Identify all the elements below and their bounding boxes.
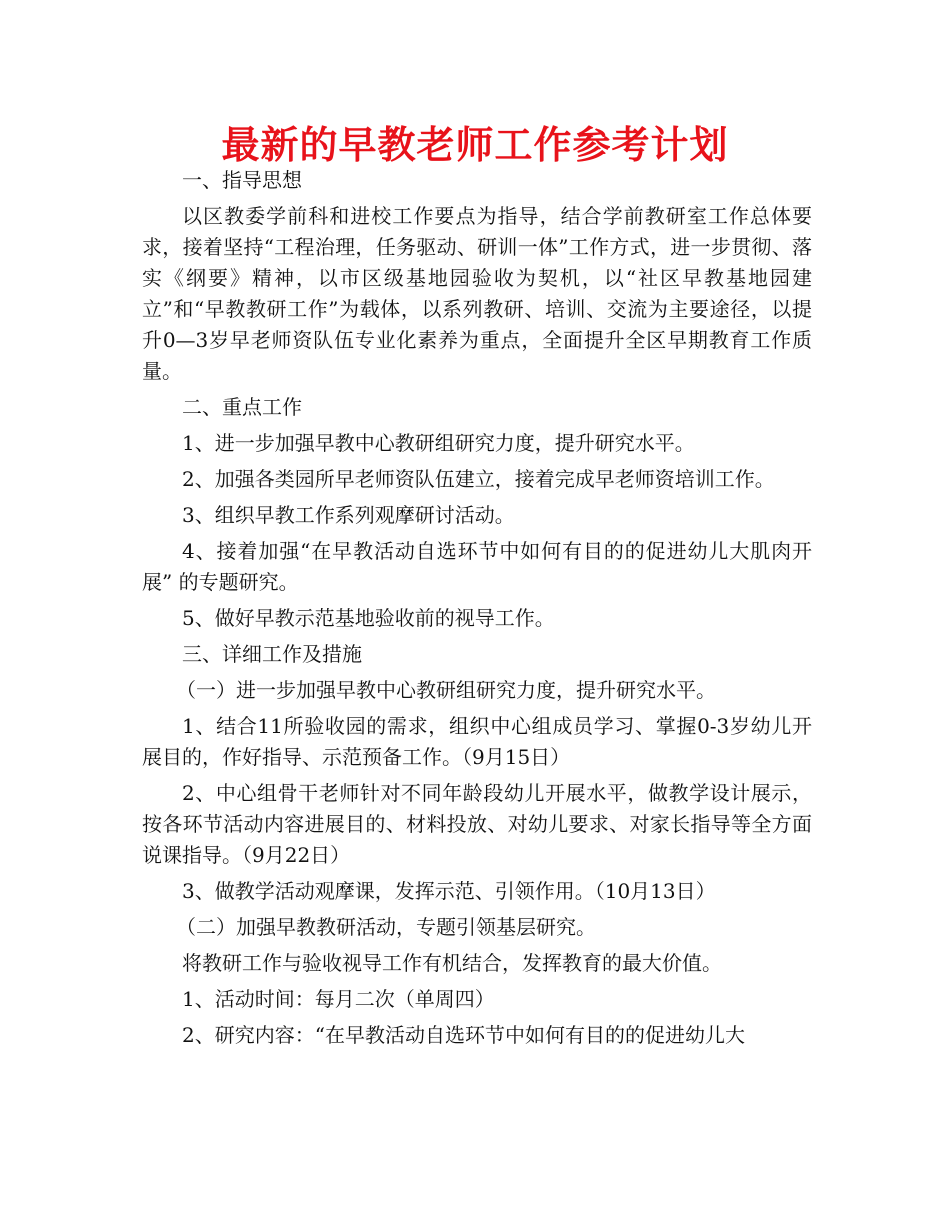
detail-item-2: 2、中心组骨干老师针对不同年龄段幼儿开展水平，做教学设计展示，按各环节活动内容进展目的、材料投放、对幼儿要求、对家长指导等全方面说课指导。（9月22日）	[142, 781, 812, 867]
key-work-item-4: 4、接着加强“在早教活动自选环节中如何有目的的促进幼儿大肌肉开展” 的专题研究。	[142, 539, 812, 594]
activity-time-item: 1、活动时间：每月二次（单周四）	[182, 987, 495, 1011]
paragraph-guiding-thought: 以区教委学前科和进校工作要点为指导，结合学前教研室工作总体要求，接着坚持“工程治理，任务驱动、研训一体”工作方式，进一步贯彻、落实《纲要》精神，以市区级基地园验收为契机，以“社区早教基地园建立”和“早教教研工作”为载体，以系列教研、培训、交流为主要途径，以提升0—3岁早老师资队伍专业化素养为重点，全面提升全区早期教育工作质量。	[142, 204, 812, 383]
subsection-heading-2: （二）加强早教教研活动，专题引领基层研究。	[176, 915, 596, 939]
section-heading-guiding-thought: 一、指导思想	[182, 168, 302, 192]
document-title: 最新的早教老师工作参考计划	[221, 123, 729, 167]
detail-item-3: 3、做教学活动观摩课，发挥示范、引领作用。（10月13日）	[182, 879, 716, 903]
key-work-item-1: 1、进一步加强早教中心教研组研究力度，提升研究水平。	[182, 431, 695, 455]
section-heading-key-work: 二、重点工作	[182, 395, 302, 419]
paragraph-combine-work: 将教研工作与验收视导工作有机结合，发挥教育的最大价值。	[182, 951, 722, 975]
research-content-item: 2、研究内容：“在早教活动自选环节中如何有目的的促进幼儿大	[182, 1023, 745, 1047]
section-heading-details: 三、详细工作及措施	[182, 642, 362, 666]
key-work-item-3: 3、组织早教工作系列观摩研讨活动。	[182, 503, 515, 527]
document-body	[142, 165, 812, 1056]
key-work-item-5: 5、做好早教示范基地验收前的视导工作。	[182, 606, 555, 630]
key-work-item-2: 2、加强各类园所早老师资队伍建立，接着完成早老师资培训工作。	[182, 467, 775, 491]
subsection-heading-1: （一）进一步加强早教中心教研组研究力度，提升研究水平。	[176, 678, 716, 702]
detail-item-1: 1、结合11所验收园的需求，组织中心组成员学习、掌握0-3岁幼儿开展目的，作好指导、示范预备工作。（9月15日）	[142, 714, 812, 769]
